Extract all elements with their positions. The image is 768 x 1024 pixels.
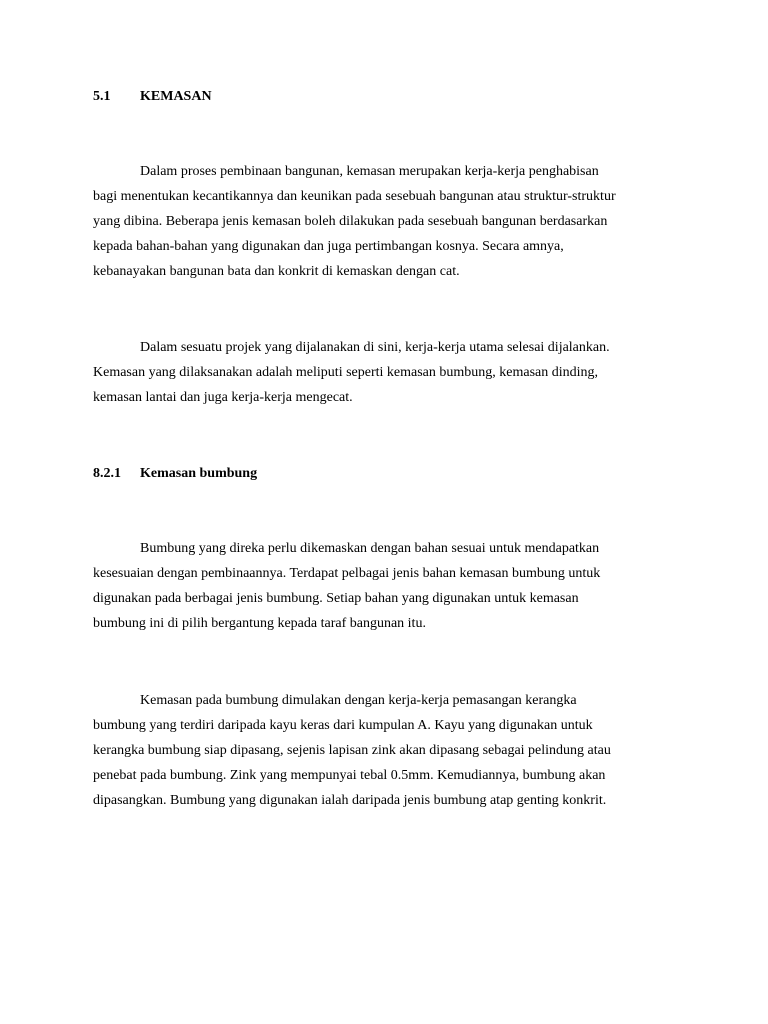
paragraph-line: Kemasan yang dilaksanakan adalah meliputi seperti kemasan bumbung, kemasan dinding, — [93, 365, 599, 380]
paragraph-line: yang dibina. Beberapa jenis kemasan boleh dilakukan pada sesebuah bangunan berdasarkan — [93, 214, 608, 229]
paragraph-line: Kemasan pada bumbung dimulakan dengan kerja-kerja pemasangan kerangka — [140, 693, 577, 708]
paragraph-line: Dalam proses pembinaan bangunan, kemasan merupakan kerja-kerja penghabisan — [140, 164, 599, 179]
paragraph-line: bumbung yang terdiri daripada kayu keras dari kumpulan A. Kayu yang digunakan untuk — [93, 718, 593, 733]
paragraph-line: kemasan lantai dan juga kerja-kerja mengecat. — [93, 390, 353, 405]
paragraph-line: dipasangkan. Bumbung yang digunakan ialah daripada jenis bumbung atap genting konkrit. — [93, 793, 607, 808]
section-title: KEMASAN — [140, 89, 212, 104]
paragraph-line: kepada bahan-bahan yang digunakan dan juga pertimbangan kosnya. Secara amnya, — [93, 239, 564, 254]
paragraph-line: penebat pada bumbung. Zink yang mempunyai tebal 0.5mm. Kemudiannya, bumbung akan — [93, 768, 606, 783]
paragraph-line: digunakan pada berbagai jenis bumbung. Setiap bahan yang digunakan untuk kemasan — [93, 591, 579, 606]
paragraph-line: kebanayakan bangunan bata dan konkrit di kemaskan dengan cat. — [93, 264, 460, 279]
section-number: 5.1 — [93, 89, 111, 104]
section-heading — [93, 89, 212, 105]
section-paragraph-1 — [93, 159, 683, 284]
subsection-paragraph-2 — [93, 688, 683, 813]
section-paragraph-2 — [93, 335, 683, 410]
paragraph-line: bagi menentukan kecantikannya dan keunikan pada sesebuah bangunan atau struktur-struktur — [93, 189, 616, 204]
paragraph-line: kesesuaian dengan pembinaannya. Terdapat pelbagai jenis bahan kemasan bumbung untuk — [93, 566, 601, 581]
subsection-title: Kemasan bumbung — [140, 466, 258, 481]
paragraph-line: Bumbung yang direka perlu dikemaskan dengan bahan sesuai untuk mendapatkan — [140, 541, 600, 556]
subsection-paragraph-1 — [93, 536, 683, 636]
paragraph-line: Dalam sesuatu projek yang dijalanakan di sini, kerja-kerja utama selesai dijalankan. — [140, 340, 610, 355]
subsection-number: 8.2.1 — [93, 466, 121, 481]
paragraph-line: bumbung ini di pilih bergantung kepada taraf bangunan itu. — [93, 616, 426, 631]
paragraph-line: kerangka bumbung siap dipasang, sejenis lapisan zink akan dipasang sebagai pelindung atau — [93, 743, 611, 758]
subsection-heading — [93, 466, 257, 482]
